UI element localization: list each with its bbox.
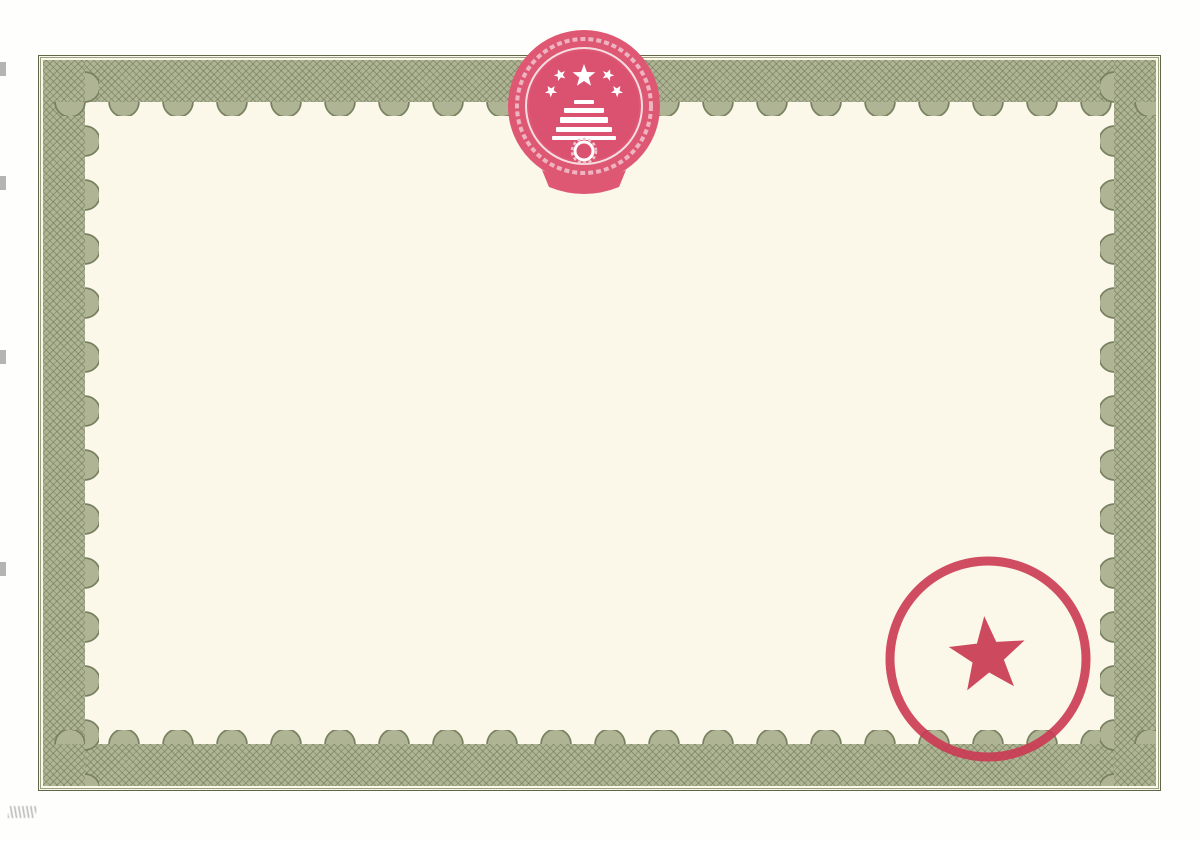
scan-edge-mark — [0, 176, 6, 190]
border-band-right — [1114, 60, 1156, 786]
field-row-address — [684, 456, 1104, 468]
border-band-left — [43, 60, 85, 786]
qr-code — [884, 208, 998, 322]
official-seal — [881, 552, 1095, 766]
print-smudge — [8, 806, 36, 818]
scan-edge-mark — [0, 350, 6, 364]
border-scallop-left — [85, 60, 99, 786]
field-row-legal-representative — [134, 454, 254, 458]
border-scallop-right — [1100, 60, 1114, 786]
scan-edge-mark — [0, 62, 6, 76]
issue-date — [874, 716, 946, 725]
national-emblem — [502, 20, 666, 200]
seal-star — [946, 613, 1028, 692]
scan-edge-mark — [0, 562, 6, 576]
